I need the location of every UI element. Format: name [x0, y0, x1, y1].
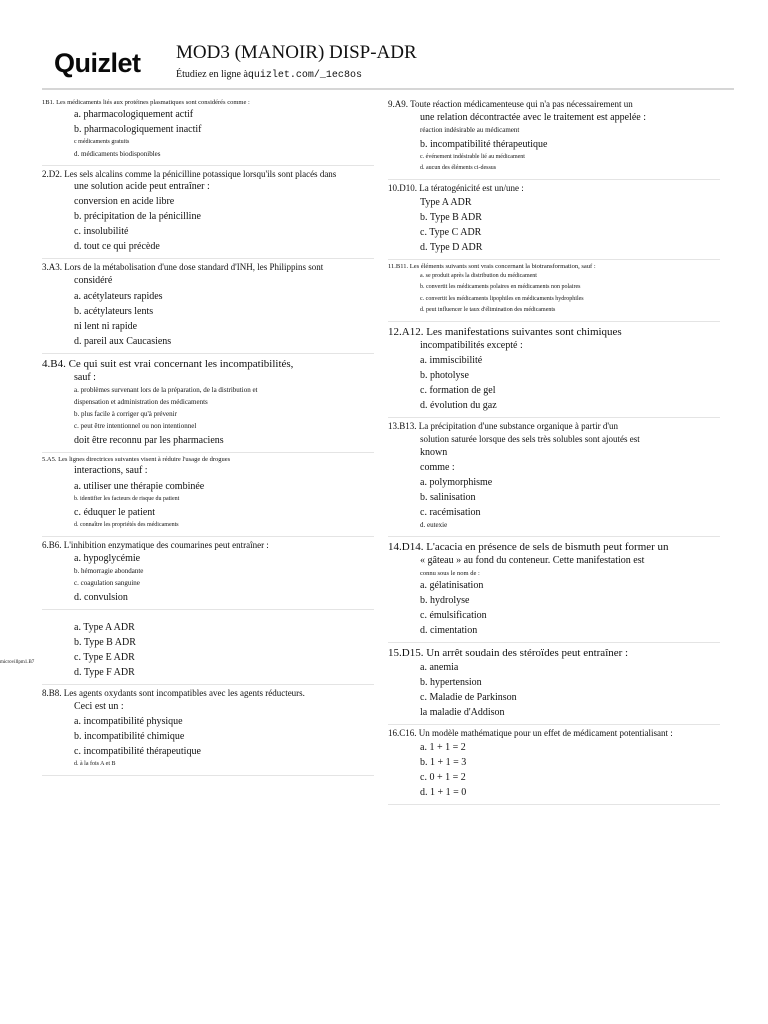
option: c. coagulation sanguine [74, 579, 140, 588]
option: d. convulsion [74, 592, 128, 604]
option: d. 1 + 1 = 0 [420, 787, 467, 799]
option: b. incompatibilité chimique [74, 731, 185, 743]
option: c. 0 + 1 = 2 [420, 772, 466, 784]
question-13 [388, 418, 720, 537]
question-continuation: « gâteau » au fond du conteneur. Cette manifestation est [420, 555, 645, 567]
option: d. pareil aux Caucasiens [74, 335, 172, 347]
question-text: 9.A9. Toute réaction médicamenteuse qui n'a pas nécessairement un [388, 99, 633, 109]
question-3 [42, 259, 374, 353]
option: dispensation et administration des médicaments [74, 398, 208, 407]
option: a. se produit après la distribution du médicament [420, 272, 537, 279]
option: a. pharmacologiquement actif [74, 109, 194, 121]
option: a. polymorphisme [420, 477, 493, 489]
option: c. Type E ADR [74, 652, 135, 664]
option: b. 1 + 1 = 3 [420, 757, 467, 769]
option: a. acétylateurs rapides [74, 290, 163, 302]
question-text: 14.D14. L'acacia en présence de sels de bismuth peut former un [388, 540, 669, 553]
option: c. peut être intentionnel ou non intentionnel [74, 422, 197, 431]
question-2 [42, 166, 374, 260]
option: c. racémisation [420, 507, 481, 519]
question-4 [42, 354, 374, 453]
question-16 [388, 725, 720, 805]
document-title: MOD3 (MANOIR) DISP-ADR [176, 42, 417, 63]
option: c. émulsification [420, 610, 487, 622]
option: réaction indésirable au médicament [420, 126, 520, 135]
option: b. incompatibilité thérapeutique [420, 139, 548, 151]
option: c. insolubilité [74, 226, 129, 238]
question-text: 4.B4. Ce qui suit est vrai concernant les incompatibilités, [42, 357, 294, 370]
option: c. convertit les médicaments lipophiles en médicaments hydrophiles [420, 295, 584, 302]
question-continuation: interactions, sauf : [74, 465, 148, 477]
question-continuation: known [420, 447, 448, 459]
option: c. Maladie de Parkinson [420, 692, 517, 704]
question-continuation: une relation décontractée avec le traitement est appelée : [420, 111, 646, 123]
option: b. hydrolyse [420, 595, 470, 607]
question-10 [388, 180, 720, 260]
option: c. formation de gel [420, 385, 496, 397]
question-continuation: conversion en acide libre [74, 195, 175, 207]
question-text: 8.B8. Les agents oxydants sont incompatibles avec les agents réducteurs. [42, 688, 305, 699]
option: b. pharmacologiquement inactif [74, 124, 202, 136]
left-column [42, 96, 374, 776]
question-8 [42, 685, 374, 776]
question-text: 16.C16. Un modèle mathématique pour un effet de médicament potentialisant : [388, 728, 673, 739]
option: d. connaître les propriétés des médicaments [74, 522, 179, 529]
question-continuation: une solution acide peut entraîner : [74, 181, 210, 193]
option: a. problèmes survenant lors de la préparation, de la distribution et [74, 386, 258, 395]
option: b. salinisation [420, 492, 476, 504]
option: b. hémorragie abondante [74, 567, 144, 576]
question-text: 2.D2. Les sels alcalins comme la pénicilline potassique lorsqu'ils sont placés dans [42, 168, 337, 179]
option: d. Type F ADR [74, 667, 135, 679]
option: d. à la fois A et B [74, 761, 116, 768]
question-continuation: comme : [420, 461, 455, 473]
option: a. hypoglycémie [74, 553, 141, 565]
document-header [42, 40, 734, 88]
question-continuation: Ceci est un : [74, 700, 124, 712]
question-7 [42, 610, 374, 685]
question-continuation: considéré [74, 275, 113, 287]
option: b. convertit les médicaments polaires en médicaments non polaires [420, 284, 581, 291]
subtitle-prefix: Étudiez en ligne à [176, 69, 248, 80]
option: a. immiscibilité [420, 355, 483, 367]
question-11 [388, 260, 720, 322]
option: ni lent ni rapide [74, 320, 138, 332]
option: a. gélatinisation [420, 580, 484, 592]
question-6 [42, 537, 374, 610]
option: d. évolution du gaz [420, 400, 497, 412]
question-12 [388, 322, 720, 419]
option: a. incompatibilité physique [74, 716, 183, 728]
option: b. acétylateurs lents [74, 305, 154, 317]
option: d. eutexie [420, 521, 448, 530]
question-text: 13.B13. La précipitation d'une substance organique à partir d'un [388, 421, 619, 432]
quizlet-logo: Quizlet [54, 48, 141, 78]
option: b. précipitation de la pénicilline [74, 211, 201, 223]
option: a. utiliser une thérapie combinée [74, 480, 205, 492]
margin-label: microvillpm1.B7 [0, 660, 35, 665]
option: c. incompatibilité thérapeutique [74, 746, 201, 758]
option: c. Type C ADR [420, 226, 482, 238]
option: d. Type D ADR [420, 241, 483, 253]
question-continuation: sauf : [74, 371, 96, 383]
question-continuation: solution saturée lorsque des sels très solubles sont ajoutés est [420, 434, 640, 445]
header-divider [42, 88, 734, 90]
option: d. peut influencer le taux d'élimination des médicaments [420, 307, 556, 314]
option: b. hypertension [420, 677, 482, 689]
question-text: 11.B11. Les éléments suivants sont vrais concernant la biotransformation, sauf : [388, 262, 596, 270]
option: c. événement indésirable lié au médicament [420, 154, 525, 161]
question-text: 1B1. Les médicaments liés aux protéines plasmatiques sont considérés comme : [42, 99, 250, 106]
option: doit être reconnu par les pharmaciens [74, 434, 224, 446]
option: c médicaments gratuits [74, 139, 130, 146]
option: b. photolyse [420, 370, 469, 382]
option: Type A ADR [420, 196, 472, 208]
option: b. Type B ADR [420, 211, 482, 223]
option: d. cimentation [420, 625, 478, 637]
question-text: 12.A12. Les manifestations suivantes sont chimiques [388, 325, 622, 338]
subtitle-link[interactable]: quizlet.com/_1ec8os [247, 70, 362, 81]
option: b. Type B ADR [74, 637, 136, 649]
option: la maladie d'Addison [420, 707, 505, 719]
question-text: 10.D10. La tératogénicité est un/une : [388, 182, 524, 193]
option: d. aucun des éléments ci-dessus [420, 165, 497, 172]
option: a. anemia [420, 662, 459, 674]
option: b. plus facile à corriger qu'à prévenir [74, 410, 177, 419]
question-text: 6.B6. L'inhibition enzymatique des coumarines peut entraîner : [42, 539, 269, 550]
question-14 [388, 537, 720, 643]
question-text: 5.A5. Les lignes directrices suivantes visent à réduire l'usage de drogues [42, 455, 231, 463]
option: a. 1 + 1 = 2 [420, 742, 466, 754]
question-15 [388, 643, 720, 725]
option: d. tout ce qui précède [74, 241, 160, 253]
question-text: 15.D15. Un arrêt soudain des stéroïdes peut entraîner : [388, 647, 629, 660]
question-1 [42, 96, 374, 166]
question-continuation: connu sous le nom de : [420, 569, 480, 577]
option: a. Type A ADR [74, 622, 135, 634]
option: b. identifier les facteurs de risque du patient [74, 495, 180, 502]
option: c. éduquer le patient [74, 507, 156, 519]
question-text: 3.A3. Lors de la métabolisation d'une dose standard d'INH, les Philippins sont [42, 262, 324, 273]
document-subtitle [176, 69, 362, 81]
question-5 [42, 453, 374, 537]
right-column [388, 96, 720, 805]
option: d. médicaments biodisponibles [74, 149, 161, 158]
question-9 [388, 96, 720, 180]
question-continuation: incompatibilités excepté : [420, 339, 523, 351]
